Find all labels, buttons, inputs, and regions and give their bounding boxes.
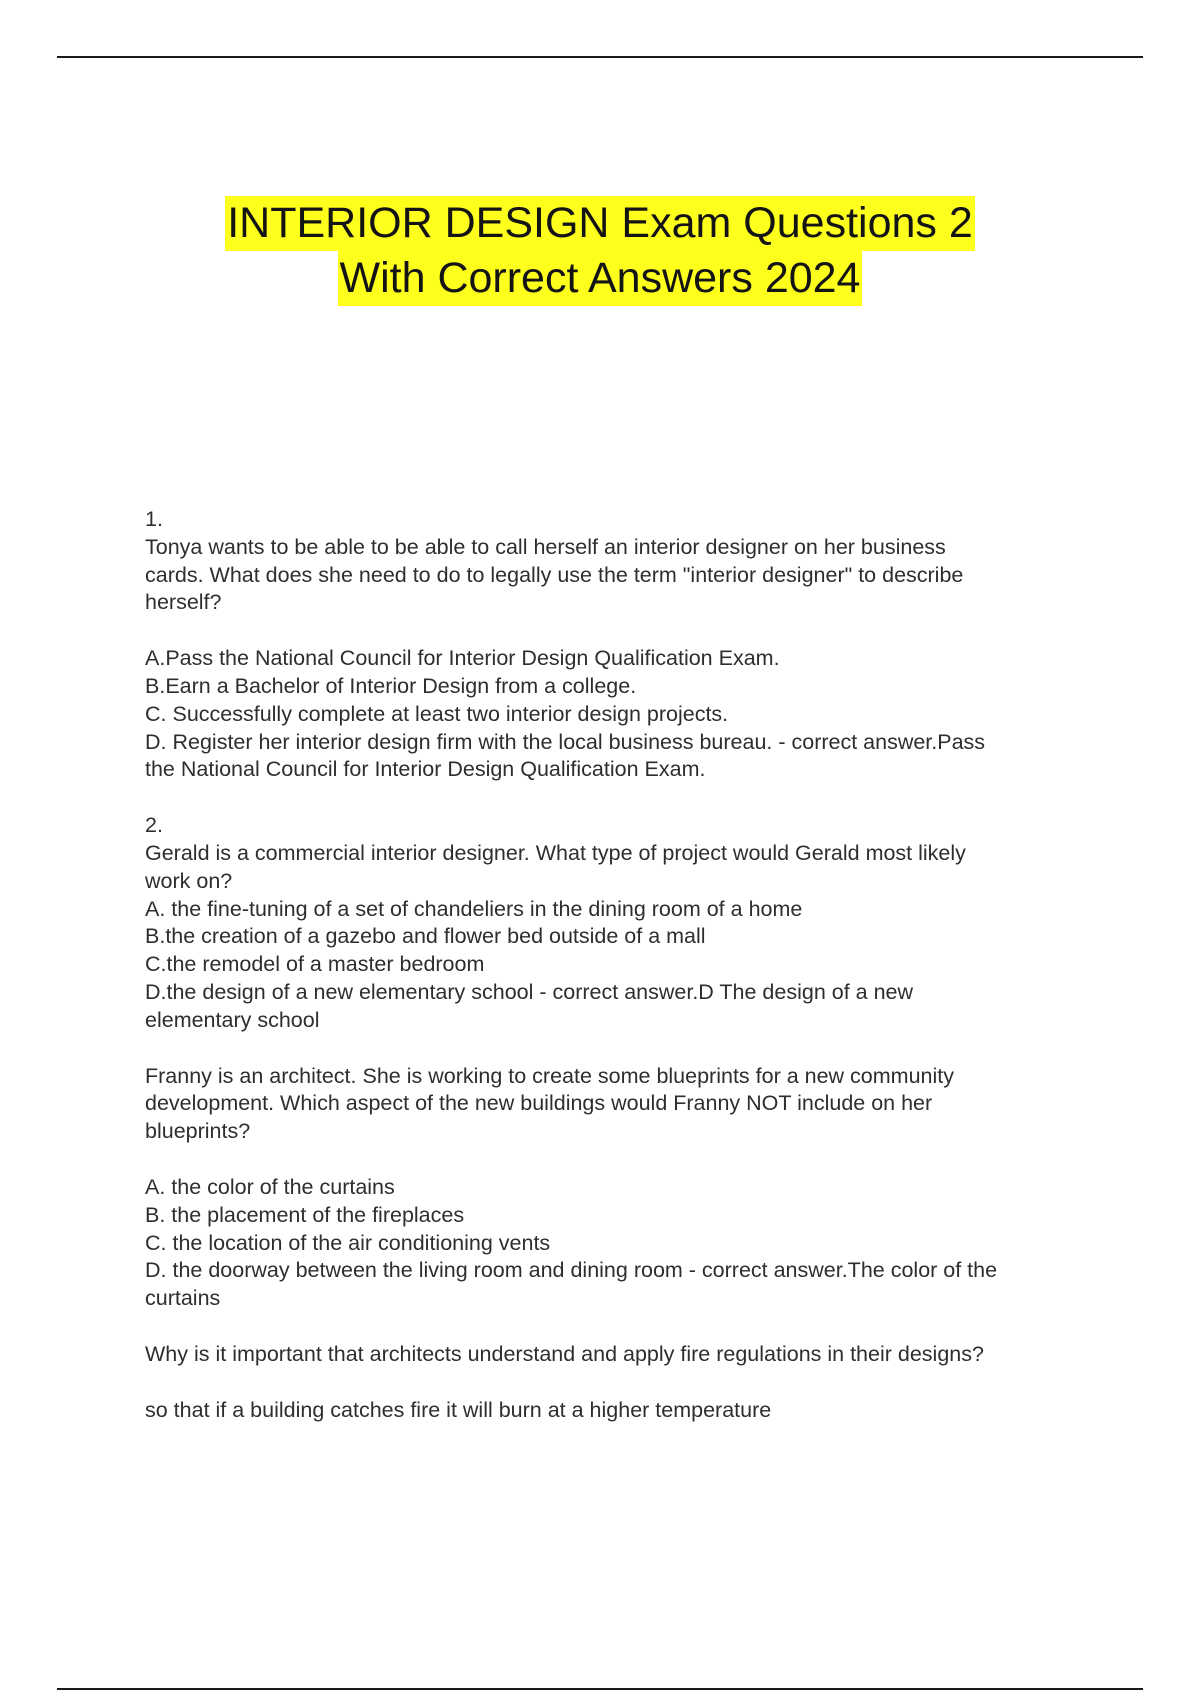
answer-option: C. the location of the air conditioning vents [145,1230,551,1255]
question-text-line: Gerald is a commercial interior designer. What type of project would Gerald most likely [145,840,966,865]
answer-option: A.Pass the National Council for Interior Design Qualification Exam. [145,646,780,671]
answer-line: so that if a building catches fire it will burn at a higher temperature [145,1397,772,1422]
answer-option: C. Successfully complete at least two interior design projects. [145,701,729,726]
question-text-line: development. Which aspect of the new buildings would Franny NOT include on her [145,1091,933,1116]
question-4 [145,1341,1095,1425]
question-2 [145,812,1095,1034]
title-line-1: INTERIOR DESIGN Exam Questions 2 [225,196,975,251]
correct-answer-line: curtains [145,1286,221,1311]
question-1 [145,506,1095,784]
bottom-rule [57,1688,1143,1690]
answer-option: B. the placement of the fireplaces [145,1202,465,1227]
answer-option: A. the color of the curtains [145,1174,395,1199]
answer-option: D. the doorway between the living room and dining room - correct answer.The color of the [145,1258,998,1283]
question-text-line: work on? [145,868,233,893]
question-3 [145,1063,1095,1313]
answer-option: B.the creation of a gazebo and flower bed outside of a mall [145,924,706,949]
question-text-line: herself? [145,590,222,615]
top-rule [57,56,1143,58]
correct-answer-line: the National Council for Interior Design Qualification Exam. [145,757,706,782]
question-text-line: Why is it important that architects understand and apply fire regulations in their designs? [145,1341,984,1366]
document-title [0,196,1200,306]
question-text-line: blueprints? [145,1119,251,1144]
question-number: 1. [145,507,163,531]
answer-option: A. the fine-tuning of a set of chandeliers in the dining room of a home [145,896,803,921]
answer-option: C.the remodel of a master bedroom [145,952,485,977]
question-text-line: Tonya wants to be able to be able to call herself an interior designer on her business [145,534,946,559]
question-text-line: Franny is an architect. She is working to create some blueprints for a new community [145,1063,954,1088]
question-text-line: cards. What does she need to do to legally use the term "interior designer" to describe [145,562,964,587]
answer-option: D. Register her interior design firm with the local business bureau. - correct answer.Pass [145,729,986,754]
document-body [145,506,1095,1425]
title-line-2: With Correct Answers 2024 [338,251,863,306]
answer-option: D.the design of a new elementary school - correct answer.D The design of a new [145,979,914,1004]
question-number: 2. [145,813,163,838]
answer-option: B.Earn a Bachelor of Interior Design from a college. [145,673,637,698]
correct-answer-line: elementary school [145,1007,320,1032]
